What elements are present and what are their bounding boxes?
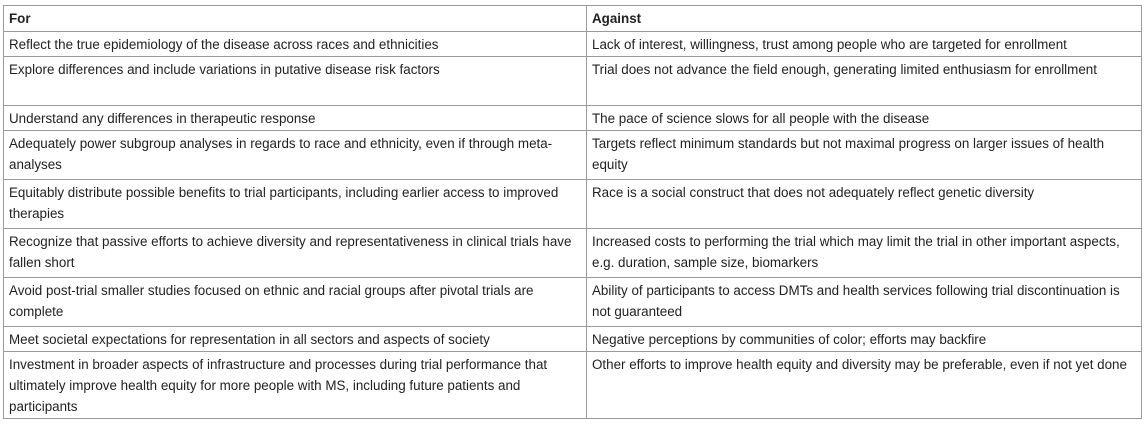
table-row (4, 278, 1142, 327)
against-cell: Negative perceptions by communities of color; efforts may backfire (587, 327, 1142, 352)
table-row (4, 352, 1142, 419)
for-against-table (3, 5, 1142, 419)
for-cell: Explore differences and include variations in putative disease risk factors (4, 57, 587, 106)
against-cell: Increased costs to performing the trial which may limit the trial in other important aspects, e.g. duration, sample size, biomarkers (587, 229, 1142, 278)
table-row (4, 180, 1142, 229)
for-cell: Investment in broader aspects of infrastructure and processes during trial performance that ultimately improve health equity for more people with MS, including future patients and participants (4, 352, 587, 419)
table-row (4, 229, 1142, 278)
for-cell: Adequately power subgroup analyses in regards to race and ethnicity, even if through meta-analyses (4, 131, 587, 180)
for-cell: Reflect the true epidemiology of the disease across races and ethnicities (4, 32, 587, 57)
table-row (4, 131, 1142, 180)
table-row (4, 327, 1142, 352)
against-cell: Lack of interest, willingness, trust among people who are targeted for enrollment (587, 32, 1142, 57)
table-row (4, 57, 1142, 106)
against-cell: Other efforts to improve health equity and diversity may be preferable, even if not yet done (587, 352, 1142, 419)
against-cell: Ability of participants to access DMTs and health services following trial discontinuation is not guaranteed (587, 278, 1142, 327)
table-row (4, 106, 1142, 131)
for-cell: Understand any differences in therapeutic response (4, 106, 587, 131)
against-cell: Race is a social construct that does not adequately reflect genetic diversity (587, 180, 1142, 229)
against-cell: Trial does not advance the field enough, generating limited enthusiasm for enrollment (587, 57, 1142, 106)
for-cell: Equitably distribute possible benefits to trial participants, including earlier access to improved therapies (4, 180, 587, 229)
header-for: For (4, 6, 587, 32)
header-row (4, 6, 1142, 32)
against-cell: The pace of science slows for all people with the disease (587, 106, 1142, 131)
against-cell: Targets reflect minimum standards but not maximal progress on larger issues of health equity (587, 131, 1142, 180)
for-cell: Meet societal expectations for representation in all sectors and aspects of society (4, 327, 587, 352)
table-row (4, 32, 1142, 57)
for-cell: Recognize that passive efforts to achieve diversity and representativeness in clinical trials have fallen short (4, 229, 587, 278)
header-against: Against (587, 6, 1142, 32)
for-cell: Avoid post-trial smaller studies focused on ethnic and racial groups after pivotal trials are complete (4, 278, 587, 327)
